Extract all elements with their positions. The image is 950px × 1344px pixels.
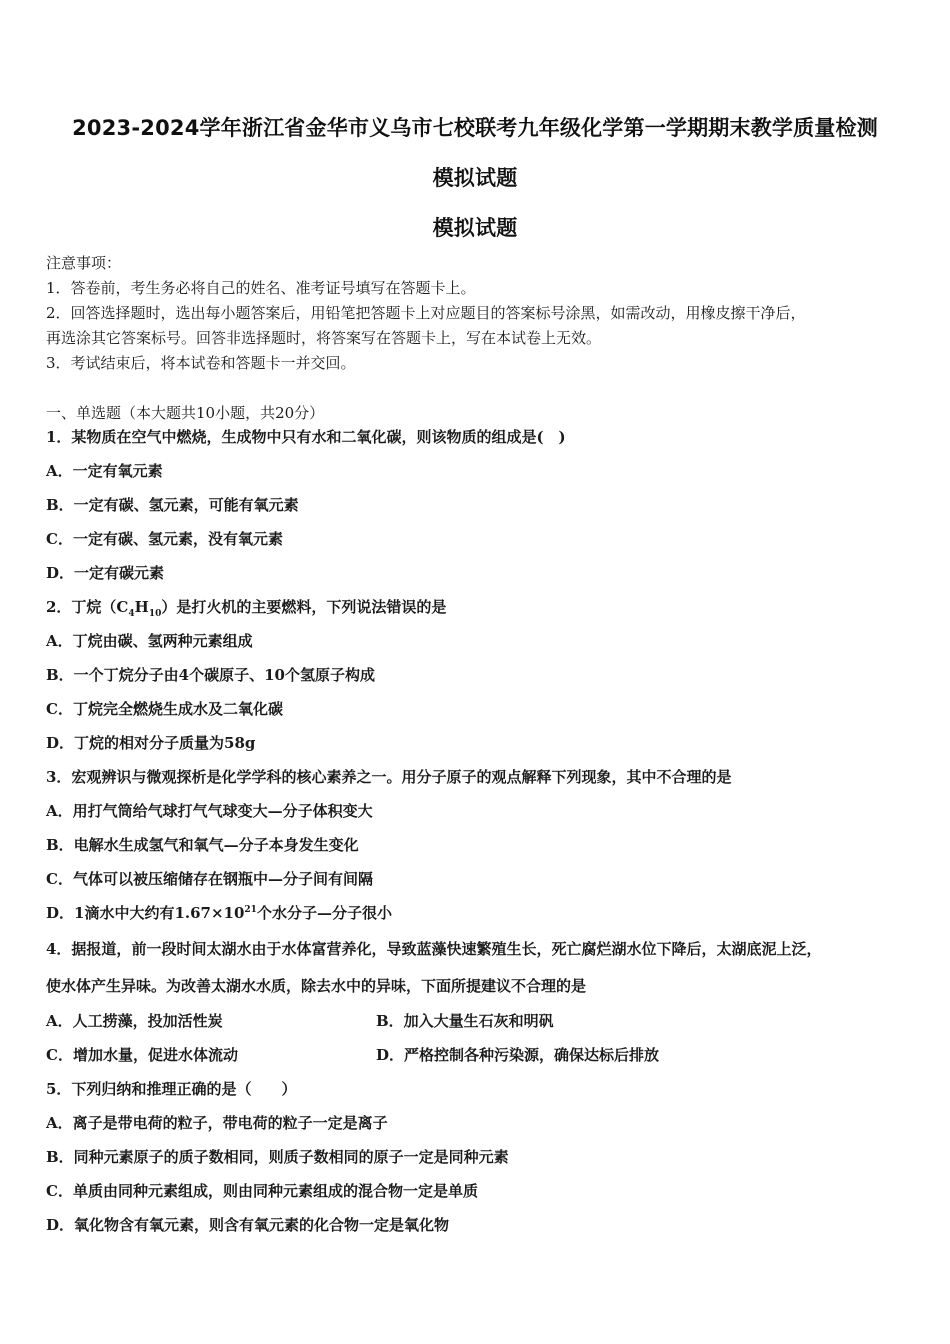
question-3-option-d-post: 个水分子—分子很小	[256, 904, 392, 922]
question-3-option-a: A．用打气筒给气球打气气球变大—分子体积变大	[46, 802, 373, 820]
document-title-line2: 模拟试题	[432, 166, 518, 190]
question-5-stem: 5．下列归纳和推理正确的是（ ）	[46, 1080, 297, 1098]
question-4-options-row1	[46, 1010, 906, 1031]
question-1-option-c: C．一定有碳、氢元素，没有氧元素	[46, 530, 283, 548]
question-4-options-row2	[46, 1044, 906, 1065]
question-2-sub-10: 10	[148, 609, 162, 619]
question-3-option-d-pre: D．1滴水中大约有1.67×10	[46, 904, 245, 922]
question-2-option-d: D．丁烷的相对分子质量为58g	[46, 734, 256, 752]
document-title-line3: 模拟试题	[432, 216, 518, 240]
question-2-sub-4: 4	[128, 609, 135, 619]
question-2-stem-post: ）是打火机的主要燃料，下列说法错误的是	[161, 598, 447, 616]
question-4-stem-line2: 使水体产生异味。为改善太湖水水质，除去水中的异味，下面所提建议不合理的是	[46, 977, 587, 995]
notice-item-2-cont: 再选涂其它答案标号。回答非选择题时，将答案写在答题卡上，写在本试卷上无效。	[46, 329, 602, 347]
question-1-option-b: B．一定有碳、氢元素，可能有氧元素	[46, 496, 299, 514]
question-4-option-d: D．严格控制各种污染源，确保达标后排放	[376, 1046, 660, 1064]
question-5-option-d: D．氧化物含有氧元素，则含有氧元素的化合物一定是氧化物	[46, 1216, 450, 1234]
question-3-option-c: C．气体可以被压缩储存在钢瓶中—分子间有间隔	[46, 870, 373, 888]
question-5-option-c: C．单质由同种元素组成，则由同种元素组成的混合物一定是单质	[46, 1182, 478, 1200]
question-4-option-a: A．人工捞藻，投加活性炭	[46, 1012, 223, 1030]
question-1-option-d: D．一定有碳元素	[46, 564, 165, 582]
notice-heading: 注意事项：	[46, 254, 122, 272]
question-4-option-b: B．加入大量生石灰和明矾	[376, 1012, 554, 1030]
question-2-stem-mid: H	[134, 598, 149, 616]
question-2-option-c: C．丁烷完全燃烧生成水及二氧化碳	[46, 700, 283, 718]
question-3-option-b: B．电解水生成氢气和氧气—分子本身发生变化	[46, 836, 359, 854]
notice-item-2: 2．回答选择题时，选出每小题答案后，用铅笔把答题卡上对应题目的答案标号涂黑，如需改动，用橡皮擦干净后，	[46, 304, 806, 322]
question-1-option-a: A．一定有氧元素	[46, 462, 163, 480]
question-1-stem: 1．某物质在空气中燃烧，生成物中只有水和二氧化碳，则该物质的组成是( )	[46, 428, 566, 446]
section-heading: 一、单选题（本大题共10小题，共20分）	[46, 404, 325, 422]
notice-item-3: 3．考试结束后，将本试卷和答题卡一并交回。	[46, 354, 356, 372]
question-3-stem: 3．宏观辨识与微观探析是化学学科的核心素养之一。用分子原子的观点解释下列现象，其中不合理的是	[46, 768, 732, 786]
question-2-stem	[46, 596, 446, 619]
question-3-option-d	[46, 902, 392, 923]
question-2-option-b: B．一个丁烷分子由4个碳原子、10个氢原子构成	[46, 666, 375, 684]
question-5-option-b: B．同种元素原子的质子数相同，则质子数相同的原子一定是同种元素	[46, 1148, 509, 1166]
question-3-option-d-exponent: 21	[244, 905, 257, 915]
notice-item-1: 1．答卷前，考生务必将自己的姓名、准考证号填写在答题卡上。	[46, 279, 476, 297]
question-2-option-a: A．丁烷由碳、氢两种元素组成	[46, 632, 253, 650]
question-5-option-a: A．离子是带电荷的粒子，带电荷的粒子一定是离子	[46, 1114, 388, 1132]
question-4-stem-line1: 4．据报道，前一段时间太湖水由于水体富营养化，导致蓝藻快速繁殖生长，死亡腐烂湖水位下降后，太湖底泥上泛，	[46, 940, 822, 958]
question-2-stem-pre: 2．丁烷（C	[46, 598, 129, 616]
question-4-option-c: C．增加水量，促进水体流动	[46, 1046, 238, 1064]
document-title-line1: 2023-2024学年浙江省金华市义乌市七校联考九年级化学第一学期期末教学质量检测	[72, 116, 878, 140]
